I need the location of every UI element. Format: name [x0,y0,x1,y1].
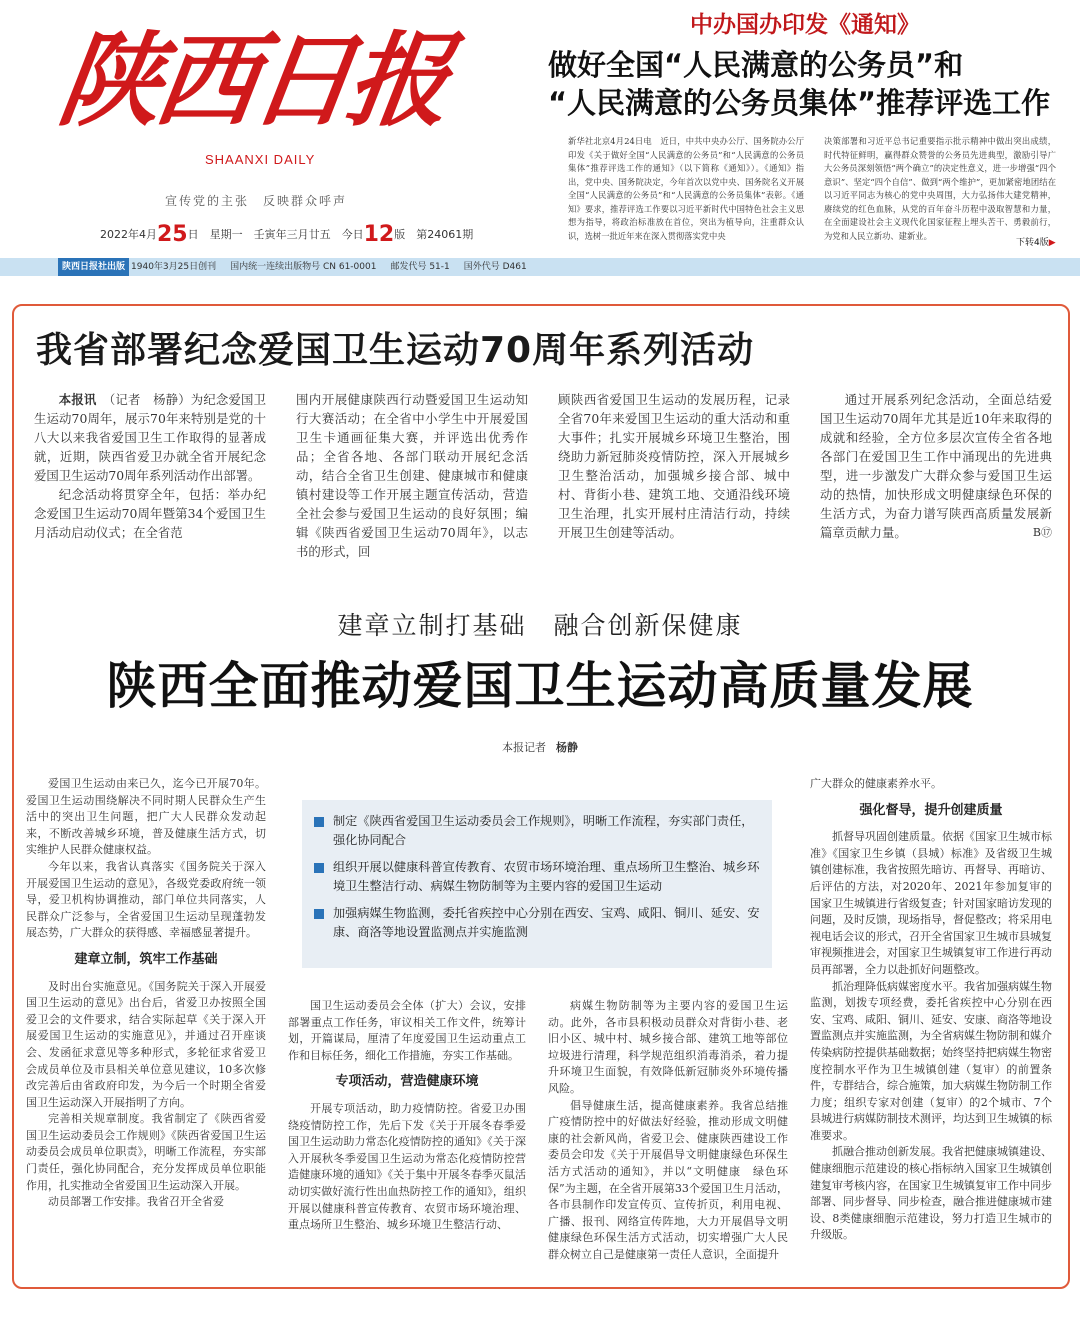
a2-para8: 病媒生物防制等为主要内容的爱国卫生运动。此外，各市县积极动员群众对背街小巷、老旧小区、城中村、城乡接合部、建筑工地等部位垃圾进行清理，科学规范组织消毒消杀，着力提升环境卫生面貌，有效降低新冠肺炎外环境传播风险。 [548,999,788,1095]
a2-para3: 及时出台实施意见。《国务院关于深入开展爱国卫生运动的意见》出台后，省爱卫办按照全国爱卫会的文件要求，结合实际起草《关于深入开展爱国卫生运动的实施意见》，并通过召开座谈会、发函征求意见等多种形式，多轮征求省爱卫会成员单位及市县相关单位意见建议，10多次修改完善后由省政府印发，为今后一个时期全省爱国卫生运动深入开展指明了方向。 [26,979,266,1109]
founded-date: 1940年3月25日创刊 [131,262,217,272]
article1-text1: 为纪念爱国卫生运动70周年，展示70年来特别是党的十八大以来我省爱国卫生工作取得的显著成就，近期，陕西省爱卫办就全省开展纪念爱国卫生运动70周年系列活动作出部署。 [34,392,266,483]
article1-reporter: （记者 杨静） [109,392,191,407]
article2-col1 [26,776,266,1274]
continued-note [1016,235,1056,248]
article2-byline [0,739,1080,755]
a2-para2: 今年以来，我省认真落实《国务院关于深入开展爱国卫生运动的意见》，各级党委政府统一领导，爱卫机构协调推动，部门单位共同落实，人民群众广泛参与，全省爱国卫生运动呈现蓬勃发展态势，广大群众的获得感、幸福感显著提升。 [26,859,266,940]
top-headline [548,46,1078,122]
page-count: 12 [363,222,395,247]
a2-para9: 倡导健康生活，提高健康素养。我省总结推广疫情防控中的好做法好经验，推动形成文明健康的社会新风尚，省爱卫会、健康陕西建设工作委员会印发《关于开展倡导文明健康绿色环保生活方式活动的通知》，并以“文明健康 绿色环保”为主题，在全省开展第33个爱国卫生月活动，各市县制作印发宣传页、宣传折页，利用电视、广播、报刊、网络宣传阵地，大力开展倡导文明健康绿色环保生活方式活动，切实增强广大人民群众树立自己是健康第一责任人意识，全面提升 [548,1098,788,1261]
article2-col2 [288,998,526,1274]
article1-col2: 围内开展健康陕西行动暨爱国卫生运动知行大赛活动；在全省中小学生中开展爱国卫生卡通画征集大赛，并评选出优秀作品；全省各地、各部门联动开展纪念活动，结合全省卫生创建、健康城市和健康镇村建设等工作开展主题宣传活动，营造全社会参与爱国卫生运动的良好氛围；编辑《陕西省爱国卫生运动70周年》，以志书的形式，回 [296,392,528,559]
top-kicker: 中办国办印发《通知》 [690,12,920,38]
arrow-right-icon: ▶ [1048,238,1056,248]
a2-para10: 广大群众的健康素养水平。 [810,777,942,790]
a2-para13: 抓融合推动创新发展。我省把健康城镇建设、健康细胞示范建设的核心指标纳入国家卫生城镇创建复审考核内容，在国家卫生城镇复审工作中同步部署、同步督导、同步检查，融合推进健康城市建设、8类健康细胞示范建设，努力打造卫生城市的升级版。 [810,1145,1052,1242]
byline-prefix: 本报记者 [502,741,546,754]
top-news-col2: 决策部署和习近平总书记重要指示批示精神中做出突出成绩，时代特征鲜明，赢得群众赞誉的公务员先进典型，激励引导广大公务员深刻领悟“两个确立”的决定性意义，进一步增强“四个意识”、坚定“四个自信”、做到“两个维护”，更加紧密地团结在以习近平同志为核心的党中央周围，大力弘扬伟大建党精神，赓续党的红色血脉，从党的百年奋斗历程中汲取智慧和力量，在全面建设社会主义现代化国家征程上埋头苦干、勇毅前行，为党和人民立新功、建新业。 [824,136,1056,241]
highlight-text: 制定《陕西省爱国卫生运动委员会工作规则》，明晰工作流程，夯实部门责任，强化协同配合 [333,814,754,847]
top-news-col1: 新华社北京4月24日电 近日，中共中央办公厅、国务院办公厅印发《关于做好全国“人民满意的公务员”和“人民满意的公务员集体”推荐评选工作的通知》（以下简称《通知》）。《通知》指出，党中央、国务院决定，今年首次以党中央、国务院名义开展全国“人民满意的公务员”和“人民满意的公务员集体”表彰。《通知》要求，推荐评选工作要以习近平新时代中国特色社会主义思想为指导，将政治标准放在首位，突出为植导向，注重群众认识，选树一批近年来在深入贯彻落实党中央 [568,136,804,241]
date-day: 25 [157,222,188,247]
slogan: 宣传党的主张 反映群众呼声 [165,194,348,208]
highlight-item [314,812,760,850]
date-suffix: 日 星期一 壬寅年三月廿五 今日 [187,228,364,241]
article1-text4: 通过开展系列纪念活动，全面总结爱国卫生运动70周年尤其是近10年来取得的成就和经验，全方位多层次宣传全省各地各部门在爱国卫生工作中涌现出的先进典型，进一步激发广大群众参与爱国卫生运动的热情，加快形成文明健康绿色环保的生活方式，为奋力谱写陕西高质量发展新篇章贡献力量。 [820,392,1052,540]
highlight-text: 组织开展以健康科普宣传教育、农贸市场环境治理、重点场所卫生整治、城乡环境卫生整洁行动、病媒生物防制等为主要内容的爱国卫生运动 [333,860,760,893]
a2-para6: 国卫生运动委员会全体（扩大）会议，安排部署重点工作任务，审议相关工作文件，统筹计划，开篇谋局，厘清了年度爱国卫生运动重点工作和目标任务，细化工作措施，夯实工作基础。 [288,999,526,1062]
newspaper-logo: 陕西日报 [51,21,453,141]
highlight-item [314,904,760,942]
article1-text2: 纪念活动将贯穿全年，包括：举办纪念爱国卫生运动70周年暨第34个爱国卫生月活动启动仪式；在全省范 [34,487,266,540]
a2-para5: 动员部署工作安排。我省召开全省爱 [48,1195,224,1209]
info-bar [0,258,1080,276]
cn-number: 国内统一连续出版物号 CN 61-0001 [230,262,377,272]
a2-para7: 开展专项活动，助力疫情防控。省爱卫办围绕疫情防控工作，先后下发《关于开展冬春季爱国卫生运动助力常态化疫情防控的通知》《关于深入开展秋冬季爱国卫生运动为常态化疫情防控营造健康环境的通知》《关于集中开展冬春季灭鼠活动切实做好流行性出血热防控工作的通知》，组织开展以健康科普宣传教育、农贸市场环境治理、重点场所卫生整治、城乡环境卫生整洁行动、 [288,1101,526,1232]
article1-title: 我省部署纪念爱国卫生运动70周年系列活动 [36,330,755,371]
a2-para11: 抓督导巩固创建质量。依据《国家卫生城市标准》《国家卫生乡镇（县城）标准》及省级卫生城镇创建标准，我省按照先暗访、再督导、再暗访、后评估的方法，对2020年、2021年参加复审的国家卫生城镇进行省级复查；针对国家暗访发现的问题，及时反馈，现场指导，督促整改；将采用电视电话会议的形式，召开全省国家卫生城市县城复审视频推进会，对国家卫生城镇复审工作进行再动员再部署，全力以赴抓好问题整改。 [810,830,1052,976]
byline-name: 杨静 [556,741,578,754]
highlight-text: 加强病媒生物监测，委托省疾控中心分别在西安、宝鸡、咸阳、铜川、延安、安康、商洛等地设置监测点并实施监测 [333,906,760,939]
a2-para4: 完善相关规章制度。我省制定了《陕西省爱国卫生运动委员会工作规则》《陕西省爱国卫生运动委员会成员单位职责》，明晰工作流程，夯实部门责任，强化协同配合，充分发挥成员单位职能作用，扎实推动全省爱国卫生运动深入开展。 [26,1112,266,1192]
post-code: 邮发代号 51-1 [390,262,450,272]
top-headline-line1: 做好全国“人民满意的公务员”和 [548,48,964,82]
square-bullet-icon [314,863,324,873]
continued-text: 下转4版 [1016,238,1049,248]
section-head-b: 专项活动，营造健康环境 [335,1074,479,1090]
article1-lead: 本报讯 [58,392,97,407]
highlight-item [314,858,760,896]
section-head-c: 强化督导，提升创建质量 [859,802,1003,818]
square-bullet-icon [314,909,324,919]
top-headline-line2: “人民满意的公务员集体”推荐评选工作 [548,86,1051,120]
article1-col3: 顾陕西省爱国卫生运动的发展历程，记录全省70年来爱国卫生运动的重大活动和重大事件；扎实开展城乡环境卫生整治，围绕助力新冠肺炎疫情防控，深入开展城乡卫生整治活动，加强城乡接合部、城中村、背街小巷、建筑工地、交通沿线环境卫生治理，扎实开展村庄清洁行动，持续开展卫生创建等活动。 [558,392,790,540]
issue-number: 版 第24061期 [394,228,474,241]
article2-col4 [810,776,1052,1274]
a2-para1: 爱国卫生运动由来已久，迄今已开展70年。爱国卫生运动围绕解决不同时期人民群众生产生活中的突出卫生问题，把广大人民群众发动起来，不断改善城乡环境，普及健康生活方式，切实维护人民群众健康权益。 [26,777,266,857]
date-prefix: 2022年4月 [100,228,157,241]
highlight-box [302,800,772,968]
square-bullet-icon [314,817,324,827]
section-head-a: 建章立制，筑牢工作基础 [74,951,218,967]
a2-para12: 抓治理降低病媒密度水平。我省加强病媒生物监测，划拨专项经费，委托省疾控中心分别在西安、宝鸡、咸阳、铜川、延安、安康、商洛等地设置监测点并实施监测，为全省病媒生物防制和媒介传染病防控提供基础数据；始终坚持把病媒生物密度控制水平作为卫生城镇创建（复审）的前置条件，专群结合，综合施策，加大病媒生物防制工作力度；组织专家对创建（复审）的2个城市、7个县城进行病媒防制技术测评，均达到卫生城镇的标准要求。 [810,979,1052,1142]
article2-title: 陕西全面推动爱国卫生运动高质量发展 [106,657,974,715]
logo-english: SHAANXI DAILY [205,152,316,167]
article1-col1 [34,390,266,552]
article2-subtitle: 建章立制打基础 融合创新保健康 [337,611,743,640]
publisher-badge: 陕西日报社出版 [58,258,129,276]
dateline [100,222,550,247]
article-code: B⑰ [1032,526,1052,539]
article2-col3 [548,998,788,1274]
intl-code: 国外代号 D461 [463,262,527,272]
article1-col4 [820,390,1052,554]
